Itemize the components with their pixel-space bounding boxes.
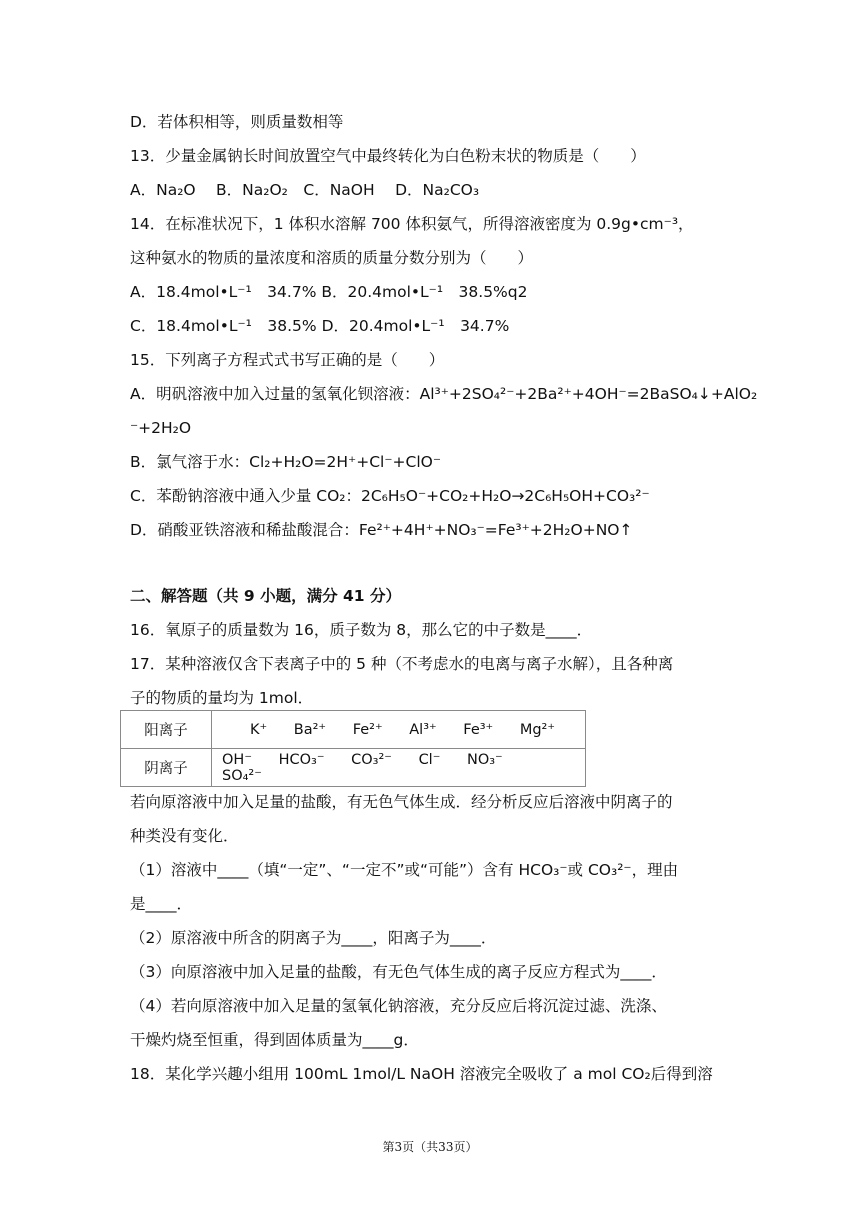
cation-item: Mg²⁺ xyxy=(519,721,556,738)
question-17-part-4-cont: 干燥灼烧至恒重，得到固体质量为____g． xyxy=(130,1031,419,1049)
section-heading: 二、解答题（共 9 小题，满分 41 分） xyxy=(130,587,401,605)
cation-item: K⁺ xyxy=(250,721,268,738)
question-15-option-c: C．苯酚钠溶液中通入少量 CO₂：2C₆H₅O⁻+CO₂+H₂O→2C₆H₅OH+CO₃²⁻ xyxy=(130,487,650,505)
cation-list xyxy=(212,711,586,749)
anion-header: 阴离子 xyxy=(121,749,212,787)
anion-item: HCO₃⁻ xyxy=(278,751,325,768)
line-d-option: D．若体积相等，则质量数相等 xyxy=(130,113,344,131)
question-14-cont: 这种氨水的物质的量浓度和溶质的质量分数分别为（ ） xyxy=(130,249,534,267)
cation-row xyxy=(121,711,586,749)
anion-item: NO₃⁻ xyxy=(466,751,503,768)
question-13-options: A．Na₂O B．Na₂O₂ C．NaOH D．Na₂CO₃ xyxy=(130,181,480,199)
cation-item: Ba²⁺ xyxy=(293,721,327,738)
ion-table xyxy=(120,710,586,787)
question-14-options-cd: C．18.4mol•L⁻¹ 38.5% D．20.4mol•L⁻¹ 34.7% xyxy=(130,317,510,335)
question-17-part-2: （2）原溶液中所含的阴离子为____，阳离子为____． xyxy=(130,929,497,947)
question-18: 18．某化学兴趣小组用 100mL 1mol/L NaOH 溶液完全吸收了 a mol CO₂后得到溶 xyxy=(130,1065,713,1083)
anion-list xyxy=(212,749,586,787)
question-15-option-b: B．氯气溶于水：Cl₂+H₂O=2H⁺+Cl⁻+ClO⁻ xyxy=(130,453,442,471)
anion-item: CO₃²⁻ xyxy=(351,751,392,768)
question-15-option-a-cont: ⁻+2H₂O xyxy=(130,419,192,437)
question-17: 17．某种溶液仅含下表离子中的 5 种（不考虑水的电离与离子水解），且各种离 xyxy=(130,655,674,673)
page-footer: 第3页（共33页） xyxy=(382,1140,478,1154)
question-17-text: 若向原溶液中加入足量的盐酸，有无色气体生成．经分析反应后溶液中阴离子的 xyxy=(130,793,673,811)
question-13: 13．少量金属钠长时间放置空气中最终转化为白色粉末状的物质是（ ） xyxy=(130,147,646,165)
cation-item: Fe³⁺ xyxy=(463,721,494,738)
question-17-part-1-cont: 是____． xyxy=(130,895,193,913)
question-15-option-d: D．硝酸亚铁溶液和稀盐酸混合：Fe²⁺+4H⁺+NO₃⁻=Fe³⁺+2H₂O+NO↑ xyxy=(130,521,633,539)
question-17-part-1: （1）溶液中____（填“一定”、“一定不”或“可能”）含有 HCO₃⁻或 CO₃²⁻，理由 xyxy=(130,861,679,879)
anion-item: Cl⁻ xyxy=(418,751,441,768)
question-16: 16．氧原子的质量数为 16，质子数为 8，那么它的中子数是____． xyxy=(130,621,593,639)
anion-item: OH⁻ xyxy=(222,751,252,768)
anion-row xyxy=(121,749,586,787)
question-14: 14．在标准状况下，1 体积水溶解 700 体积氨气，所得溶液密度为 0.9g•cm⁻³， xyxy=(130,215,694,233)
question-14-options-ab: A．18.4mol•L⁻¹ 34.7% B．20.4mol•L⁻¹ 38.5%q2 xyxy=(130,283,528,301)
cation-item: Al³⁺ xyxy=(409,721,437,738)
cation-header: 阳离子 xyxy=(121,711,212,749)
question-17-part-3: （3）向原溶液中加入足量的盐酸，有无色气体生成的离子反应方程式为____． xyxy=(130,963,667,981)
question-17-text-cont: 种类没有变化． xyxy=(130,827,239,845)
anion-item: SO₄²⁻ xyxy=(222,767,262,784)
question-15: 15．下列离子方程式式书写正确的是（ ） xyxy=(130,351,445,369)
cation-item: Fe²⁺ xyxy=(352,721,383,738)
question-17-part-4: （4）若向原溶液中加入足量的氢氧化钠溶液，充分反应后将沉淀过滤、洗涤、 xyxy=(130,997,667,1015)
question-15-option-a: A．明矾溶液中加入过量的氢氧化钡溶液：Al³⁺+2SO₄²⁻+2Ba²⁺+4OH⁻=2BaSO₄↓+AlO₂ xyxy=(130,385,758,403)
question-17-cont: 子的物质的量均为 1mol． xyxy=(130,689,314,707)
